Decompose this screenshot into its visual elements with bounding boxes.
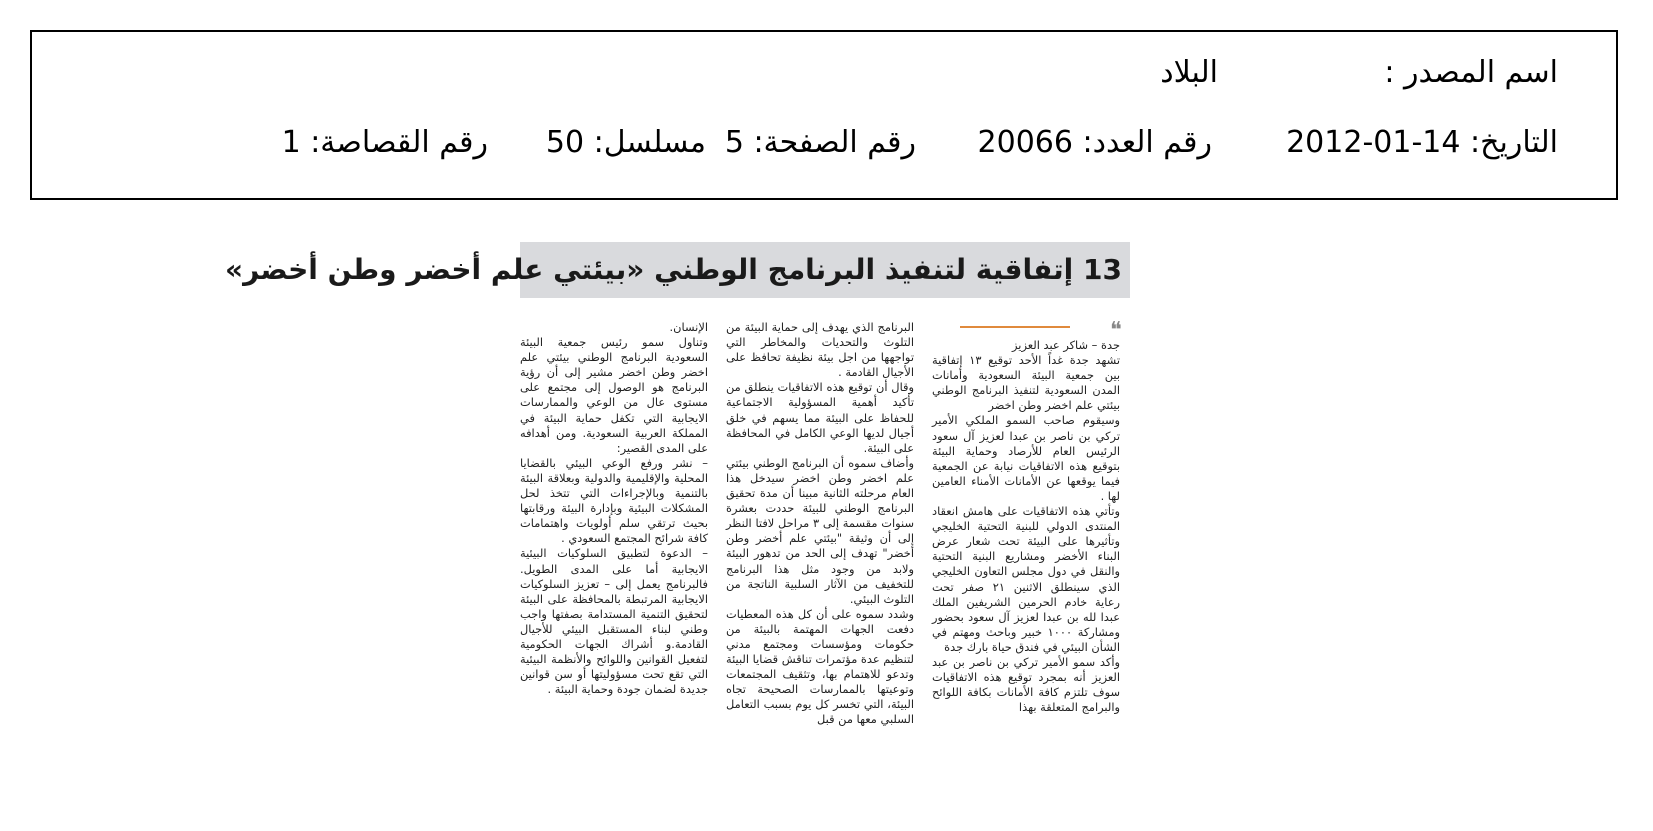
paragraph: – نشر ورفع الوعي البيئي بالقضايا المحلية والإقليمية والدولية وبعلاقة البيئة بالتنمية وبالإجراءات التي تتخذ لحل المشكلات البيئية وبإدارة البيئة ورقابتها بحيث ترتقي سلم أولويات واهتمامات كافة شرائح المجتمع السعودي . <box>520 455 708 546</box>
paragraph: وأكد سمو الأمير تركي بن ناصر بن عبد العزيز أنه بمجرد توقيع هذه الاتفاقيات سوف تلتزم كافة الأمانات بكافة اللوائح والبرامج المتعلقة بهذا <box>932 654 1120 715</box>
quote-icon: ❝ <box>1110 318 1122 343</box>
headline-band <box>224 242 1130 298</box>
article-column-right <box>932 338 1120 806</box>
article-column-middle <box>726 320 914 806</box>
article-column-left <box>520 320 708 806</box>
newspaper-clipping <box>224 242 1130 812</box>
paragraph: وتناول سمو رئيس جمعية البيئة السعودية البرنامج الوطني بيئتي علم اخضر وطن اخضر مشير إلى أن رؤية البرنامج هو الوصول إلى مجتمع على مستوى عال من الوعي والممارسات الايجابية التي تكفل حماية البيئة في المملكة العربية السعودية. ومن أهدافه على المدى القصير: <box>520 335 708 455</box>
clip-number: رقم القصاصة: 1 <box>281 125 488 160</box>
serial-number: مسلسل: 50 <box>545 125 706 160</box>
paragraph: وأضاف سموه أن البرنامج الوطني بيئتي علم اخضر وطن اخضر سيدخل هذا العام مرحلته الثانية مبينا أن مدة تحقيق البرنامج الوطني للبيئة حددت بعشرة سنوات مقسمة إلى ٣ مراحل لافتا النظر إلى أن وثيقة "بيئتي علم أخضر وطن أخضر" تهدف إلى الحد من تدهور البيئة ولابد من وجود مثل هذا البرنامج للتخفيف من الآثار السلبية الناتجة من التلوث البيئي. <box>726 455 914 606</box>
paragraph: الإنسان. <box>669 320 708 334</box>
source-value: البلاد <box>1160 55 1218 90</box>
paragraph: – الدعوة لتطبيق السلوكيات البيئية الايجابية أما على المدى الطويل. فالبرنامج يعمل إلى – تعزيز السلوكيات الايجابية المرتبطة بالمحافظة على البيئة لتحقيق التنمية المستدامة بصفتها واجب وطني لبناء المستقبل البيئي للأجيال القادمة.و أشراك الجهات الحكومية لتفعيل القوانين واللوائح والأنظمة البيئية التي تقع تحت مسؤوليتها أو سن قوانين جديدة لضمان جودة وحماية البيئة . <box>520 546 708 697</box>
paragraph: البرنامج الذي يهدف إلى حماية البيئة من التلوث والتحديات والمخاطر التي تواجهها من اجل بيئة نظيفة تحافظ على الأجيال القادمة . <box>726 320 914 380</box>
paragraph: وسيقوم صاحب السمو الملكي الأمير تركي بن ناصر بن عبدا لعزيز آل سعود الرئيس العام للأرصاد وحماية البيئة بتوقيع هذه الاتفاقيات نيابة عن الجمعية فيما يوقعها عن الأمانات الأمناء العامين لها . <box>932 413 1120 503</box>
paragraph: وتأتي هذه الاتفاقيات على هامش انعقاد المنتدى الدولي للبنية التحتية الخليجي وتأثيرها على البيئة تحت شعار عرض البناء الأخضر ومشاريع البنية التحتية والنقل في دول مجلس التعاون الخليجي الذي سينطلق الاثنين ٢١ صفر تحت رعاية خادم الحرمين الشريفين الملك عبدا لله بن عبدا لعزيز آل سعود بحضور ومشاركة ١٠٠٠ خبير وباحث ومهتم في الشأن البيئي في فندق حياة بارك جدة <box>932 504 1120 654</box>
article-headline: 13 إتفاقية لتنفيذ البرنامج الوطني «بيئتي علم أخضر وطن أخضر» <box>224 253 1122 286</box>
source-label: اسم المصدر : <box>1384 55 1558 90</box>
accent-rule <box>960 326 1070 328</box>
issue-number: رقم العدد: 20066 <box>977 125 1212 160</box>
date-field: التاريخ: 14-01-2012 <box>1286 125 1558 160</box>
byline: جدة – شاكر عبد العزيز <box>1012 338 1120 352</box>
paragraph: وقال أن توقيع هذه الاتفاقيات ينطلق من تأكيد أهمية المسؤولية الاجتماعية للحفاظ على البيئة مما يسهم في خلق أجيال لديها الوعي الكامل في المحافظة على البيئة. <box>726 380 914 455</box>
page-number: رقم الصفحة: 5 <box>724 125 916 160</box>
paragraph: وشدد سموه على أن كل هذه المعطيات دفعت الجهات المهتمة بالبيئة من حكومات ومؤسسات ومجتمع مدني لتنظيم عدة مؤتمرات تناقش قضايا البيئة وتدعو للاهتمام بها، وتثقيف المجتمعات وتوعيتها بالممارسات الصحيحة تجاه البيئة، التي تخسر كل يوم بسبب التعامل السلبي معها من قبل <box>725 606 914 727</box>
metadata-box <box>30 30 1618 200</box>
paragraph: تشهد جدة غداً الأحد توقيع ١٣ إتفاقية بين جمعية البيئة السعودية وأمانات المدن السعودية لتنفيذ البرنامج الوطني بيئتي علم اخضر وطن اخضر <box>932 353 1120 413</box>
